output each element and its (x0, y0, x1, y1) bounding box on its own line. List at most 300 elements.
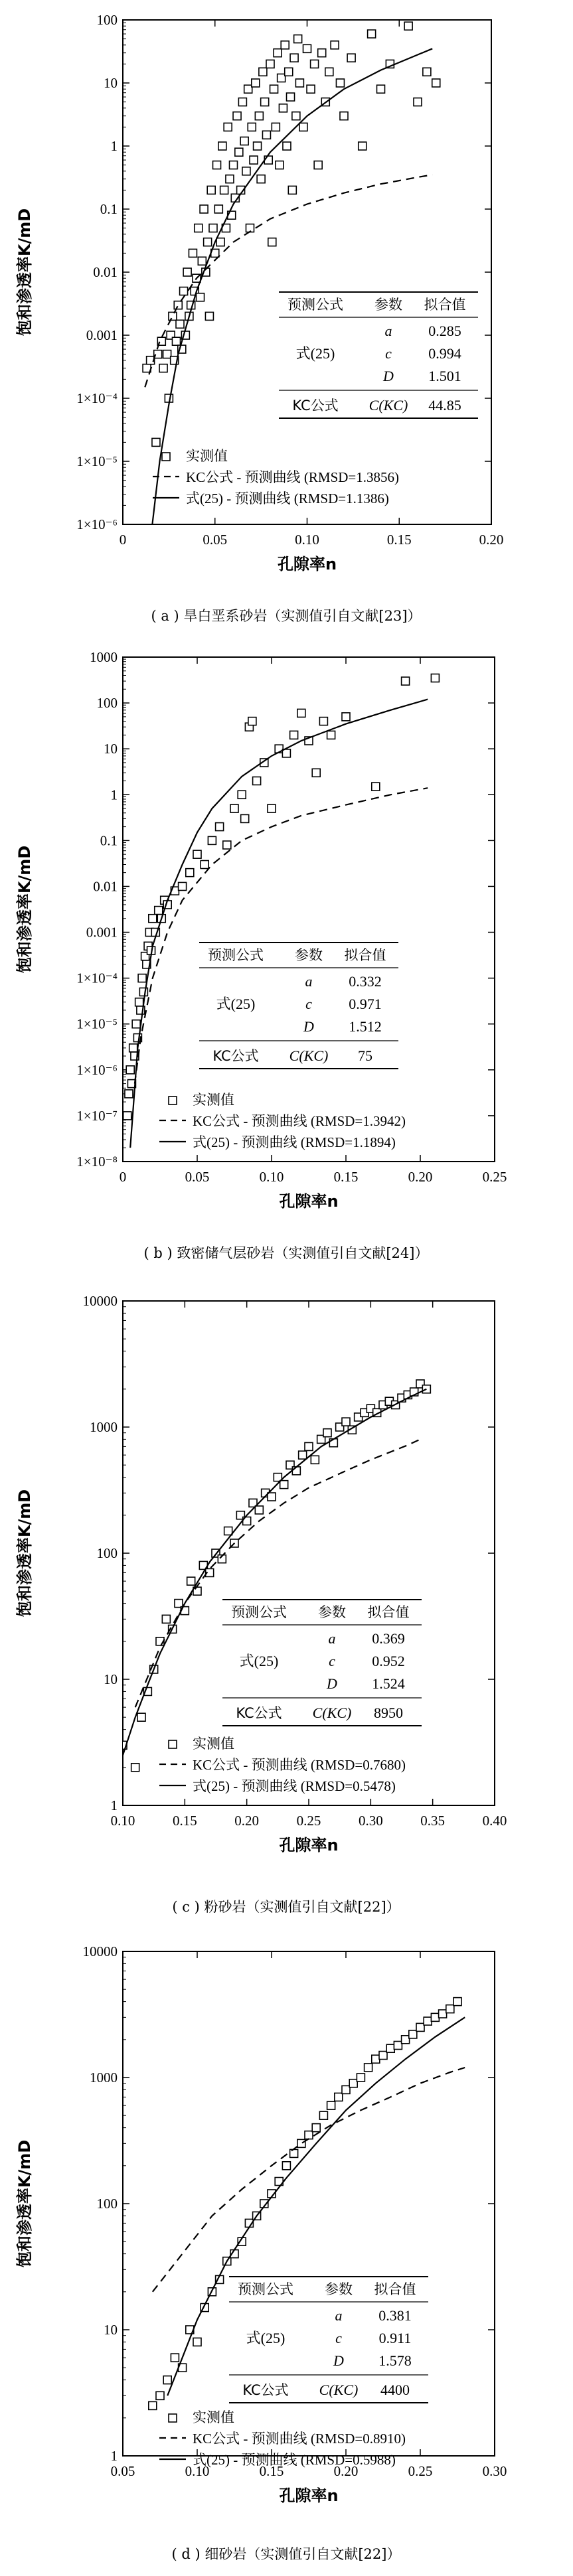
data-point (299, 123, 307, 131)
data-point (216, 823, 224, 831)
data-point (200, 205, 208, 213)
data-point (254, 142, 262, 150)
data-point (279, 104, 287, 112)
data-point (349, 2080, 357, 2087)
data-point (280, 1481, 288, 1489)
data-point (261, 98, 269, 106)
x-axis-label: 孔隙率n (279, 2486, 339, 2505)
x-tick-label: 0.15 (333, 1169, 359, 1185)
y-tick-label: 1000 (90, 2070, 118, 2085)
x-axis-label: 孔隙率n (277, 555, 337, 573)
data-point (207, 186, 215, 194)
y-tick-label: 1 (110, 2448, 118, 2464)
data-point (311, 1456, 319, 1464)
y-tick-label: 1×10⁻⁵ (76, 1016, 118, 1032)
legend-kc-label: KC公式 - 预测曲线 (RMSD=1.3942) (193, 1113, 406, 1129)
table-param-cell: a (305, 973, 313, 990)
data-point (244, 85, 252, 93)
data-point (294, 35, 302, 43)
x-tick-label: 0.10 (259, 1169, 284, 1185)
table-header-cell: 预测公式 (238, 2281, 293, 2297)
legend-points-label: 实测值 (193, 1092, 234, 1108)
data-point (262, 131, 270, 139)
data-point (446, 2005, 454, 2013)
data-point (204, 238, 212, 246)
data-point (159, 364, 167, 372)
data-point (402, 677, 410, 685)
x-axis-label: 孔隙率n (279, 1836, 339, 1855)
table-value-cell: 0.369 (372, 1630, 405, 1647)
data-point (230, 161, 238, 169)
data-point (283, 142, 291, 150)
data-point (416, 2023, 424, 2031)
table-kc-value: 75 (358, 1047, 372, 1064)
data-point (226, 175, 234, 183)
data-point (198, 257, 206, 265)
y-tick-label: 0.1 (100, 832, 118, 849)
chart-panel-a (0, 0, 573, 637)
data-point (274, 49, 282, 57)
x-tick-label: 0.05 (110, 2463, 135, 2479)
table-kc-param: C(KC) (319, 2382, 359, 2398)
data-point (432, 79, 440, 87)
chart-c (0, 1274, 573, 1925)
y-tick-label: 0.01 (93, 264, 118, 280)
data-point (155, 907, 163, 915)
data-point (439, 2010, 447, 2018)
table-value-cell: 0.381 (378, 2307, 412, 2324)
data-point (368, 30, 376, 38)
table-header-cell: 拟合值 (344, 947, 386, 963)
x-axis-label: 孔隙率n (279, 1192, 339, 1211)
x-tick-label: 0.30 (482, 2463, 507, 2479)
y-tick-label: 1×10⁻⁴ (76, 390, 118, 406)
data-point (386, 2044, 394, 2052)
x-tick-label: 0.20 (234, 1813, 260, 1829)
kc-prediction-curve (153, 2068, 465, 2292)
data-point (163, 350, 171, 358)
legend-point-marker (169, 2414, 177, 2422)
x-tick-label: 0 (119, 1169, 127, 1185)
table-kc-param: C(KC) (368, 397, 408, 414)
y-tick-label: 1×10⁻⁵ (76, 453, 118, 469)
data-point (174, 301, 182, 309)
data-point (255, 112, 263, 120)
data-point (424, 2017, 432, 2025)
fit-parameter-table (276, 292, 482, 433)
data-point (422, 1385, 430, 1393)
data-point (123, 1112, 131, 1120)
x-tick-label: 0.15 (259, 2463, 284, 2479)
data-point (125, 1090, 133, 1098)
data-point (331, 41, 339, 49)
data-point (223, 841, 231, 849)
data-point (138, 974, 146, 982)
data-point (214, 205, 222, 213)
legend (155, 1732, 406, 1799)
fit-parameter-table (226, 2277, 432, 2417)
data-point (295, 79, 303, 87)
x-tick-label: 0.10 (295, 532, 319, 548)
y-tick-label: 100 (96, 12, 118, 28)
data-point (162, 1615, 170, 1623)
data-point (179, 882, 187, 890)
x-tick-label: 0.25 (296, 1813, 321, 1829)
table-header-cell: 预测公式 (231, 1604, 287, 1620)
table-kc-value: 8950 (374, 1705, 403, 1721)
data-point (423, 68, 431, 76)
table-group-label: 式(25) (246, 2330, 286, 2346)
table-kc-param: C(KC) (289, 1047, 329, 1064)
legend-points-label: 实测值 (193, 2409, 234, 2425)
legend-point-marker (169, 1740, 177, 1748)
data-point (372, 783, 380, 791)
chart-d (0, 1925, 573, 2576)
data-point (268, 1493, 276, 1501)
data-point (216, 238, 224, 246)
y-tick-label: 0.1 (100, 201, 118, 217)
y-tick-label: 1×10⁻⁶ (76, 1061, 118, 1078)
y-axis-label: 饱和渗透率K/mD (15, 208, 34, 337)
data-point (238, 98, 246, 106)
data-point (299, 1451, 307, 1459)
table-value-cell: 1.578 (378, 2352, 412, 2369)
y-tick-label: 0.001 (86, 327, 118, 343)
data-point (342, 713, 350, 721)
data-point (359, 142, 367, 150)
table-kc-value: 44.85 (428, 397, 461, 414)
data-point (327, 2101, 335, 2109)
data-point (357, 2074, 365, 2082)
x-tick-label: 0.25 (482, 1169, 507, 1185)
data-point (335, 2093, 343, 2101)
data-point (187, 1577, 195, 1585)
table-param-cell: D (303, 1018, 314, 1035)
table-param-cell: c (335, 2330, 342, 2346)
figure-caption: ( c ) 粉砂岩（实测值引自文献[22]） (172, 1899, 400, 1915)
legend-point-marker (162, 453, 170, 461)
data-point (171, 2354, 179, 2362)
chart-panel-d (0, 1925, 573, 2576)
plot-frame (123, 20, 491, 524)
table-header-cell: 参数 (325, 2281, 353, 2297)
y-tick-label: 1×10⁻⁷ (76, 1107, 118, 1124)
table-value-cell: 1.501 (428, 368, 461, 384)
data-point (303, 44, 311, 52)
y-tick-label: 10 (104, 741, 118, 757)
data-point (186, 869, 194, 877)
x-tick-label: 0.10 (185, 2463, 210, 2479)
table-header-cell: 预测公式 (208, 947, 264, 963)
data-point (218, 142, 226, 150)
data-point (287, 93, 295, 101)
data-point (126, 1066, 134, 1074)
data-point (230, 804, 238, 812)
data-point (312, 769, 320, 777)
fit-parameter-table (197, 943, 402, 1083)
table-value-cell: 0.911 (378, 2330, 412, 2346)
figure-caption: ( a ) 旱白垩系砂岩（实测值引自文献[23]） (151, 608, 422, 624)
table-kc-value: 4400 (380, 2382, 410, 2398)
data-point (290, 54, 298, 62)
data-point (404, 22, 412, 30)
data-point (288, 186, 296, 194)
data-point (183, 268, 191, 276)
data-point (285, 68, 293, 76)
chart-a (0, 0, 573, 637)
x-tick-label: 0.20 (333, 2463, 359, 2479)
x-tick-label: 0.20 (408, 1169, 433, 1185)
legend-points-label: 实测值 (193, 1736, 234, 1752)
data-point (224, 123, 232, 131)
table-group-label: 式(25) (239, 1653, 279, 1669)
table-group-label: 式(25) (216, 996, 256, 1012)
data-point (340, 112, 348, 120)
y-tick-label: 1×10⁻⁸ (76, 1154, 118, 1170)
data-point (276, 161, 284, 169)
data-point (205, 312, 213, 320)
table-header-cell: 拟合值 (367, 1604, 410, 1620)
chart-panel-c (0, 1274, 573, 1925)
data-point (318, 49, 326, 57)
x-tick-label: 0.05 (185, 1169, 210, 1185)
y-tick-label: 1000 (90, 1419, 118, 1435)
legend-eq-label: 式(25) - 预测曲线 (RMSD=1.1386) (186, 491, 389, 506)
data-point (409, 2030, 417, 2038)
x-tick-label: 0 (119, 532, 127, 548)
table-kc-label: KC公式 (236, 1705, 282, 1721)
table-kc-label: KC公式 (292, 398, 339, 414)
table-param-cell: a (328, 1630, 336, 1647)
data-point (311, 60, 319, 68)
data-point (314, 161, 322, 169)
data-point (132, 1020, 140, 1028)
data-point (208, 836, 216, 844)
data-point (336, 79, 344, 87)
y-axis-label: 饱和渗透率K/mD (15, 1489, 34, 1618)
data-point (305, 1442, 313, 1450)
data-point (305, 2131, 313, 2139)
data-point (242, 167, 250, 175)
table-value-cell: 0.332 (349, 973, 382, 990)
legend-eq-label: 式(25) - 预测曲线 (RMSD=0.5988) (193, 2452, 396, 2468)
data-point (297, 2139, 305, 2147)
data-point (253, 777, 261, 785)
y-tick-label: 0.001 (86, 924, 118, 941)
data-point (268, 804, 276, 812)
data-point (268, 238, 276, 246)
data-point (129, 1044, 137, 1052)
data-point (319, 718, 327, 725)
data-point (281, 41, 289, 49)
data-point (180, 287, 188, 295)
data-point (238, 791, 246, 798)
legend-kc-label: KC公式 - 预测曲线 (RMSD=1.3856) (186, 469, 400, 485)
legend-eq-label: 式(25) - 预测曲线 (RMSD=0.5478) (193, 1778, 396, 1794)
data-point (377, 85, 385, 93)
legend (149, 445, 399, 511)
table-header-cell: 参数 (374, 297, 402, 313)
figure-caption: ( d ) 细砂岩（实测值引自文献[22]） (171, 2546, 401, 2562)
data-point (255, 1506, 263, 1514)
data-point (319, 2111, 327, 2119)
table-header-cell: 参数 (295, 947, 323, 963)
data-point (152, 438, 160, 446)
data-point (213, 161, 221, 169)
table-value-cell: 0.994 (428, 345, 461, 362)
data-point (175, 1600, 183, 1608)
data-point (342, 1418, 350, 1426)
chart-panel-b (0, 637, 573, 1274)
data-point (272, 123, 280, 131)
data-point (156, 2391, 164, 2399)
x-tick-label: 0.15 (386, 532, 412, 548)
data-point (257, 175, 265, 183)
plot-frame (123, 657, 495, 1162)
legend (155, 1089, 406, 1155)
y-axis-label: 饱和渗透率K/mD (15, 2139, 34, 2268)
table-header-cell: 参数 (318, 1604, 346, 1620)
data-point (193, 2338, 201, 2346)
table-param-cell: a (384, 323, 392, 339)
data-point (209, 224, 217, 232)
x-tick-label: 0.10 (110, 1813, 135, 1829)
data-point (264, 156, 272, 164)
data-point (201, 860, 208, 868)
data-point (241, 814, 249, 822)
y-tick-label: 1 (110, 787, 118, 803)
table-param-cell: c (385, 345, 392, 362)
data-point (149, 915, 157, 923)
x-tick-label: 0.40 (482, 1813, 507, 1829)
y-tick-label: 1 (110, 1797, 118, 1813)
x-tick-label: 0.35 (420, 1813, 446, 1829)
legend-kc-label: KC公式 - 预测曲线 (RMSD=0.8910) (193, 2431, 406, 2447)
data-point (453, 1998, 461, 2006)
data-point (224, 1527, 232, 1535)
data-point (220, 186, 228, 194)
data-point (379, 2052, 387, 2060)
data-point (290, 2149, 298, 2157)
table-param-cell: D (327, 1675, 337, 1692)
data-point (325, 68, 333, 76)
legend-point-marker (169, 1097, 177, 1104)
data-point (312, 2124, 320, 2132)
table-param-cell: c (329, 1653, 335, 1669)
table-param-cell: a (335, 2307, 343, 2324)
x-tick-label: 0.20 (479, 532, 504, 548)
data-point (235, 148, 243, 156)
data-point (131, 1764, 139, 1772)
data-point (394, 2041, 402, 2049)
y-tick-label: 10000 (82, 1943, 118, 1959)
data-point (233, 112, 241, 120)
data-point (290, 731, 298, 739)
data-point (149, 2401, 157, 2409)
y-tick-label: 1000 (90, 649, 118, 665)
y-tick-label: 10 (104, 75, 118, 91)
data-point (278, 74, 286, 82)
table-param-cell: D (383, 368, 394, 384)
data-point (323, 1429, 331, 1437)
data-point (195, 224, 203, 232)
legend-kc-label: KC公式 - 预测曲线 (RMSD=0.7680) (193, 1757, 406, 1773)
data-point (297, 709, 305, 717)
data-point (250, 156, 258, 164)
data-point (292, 112, 300, 120)
y-tick-label: 1 (110, 138, 118, 154)
data-point (163, 2376, 171, 2384)
data-point (327, 731, 335, 739)
table-kc-label: KC公式 (212, 1048, 259, 1064)
data-point (347, 54, 355, 62)
data-point (282, 2162, 290, 2170)
fit-parameter-table (220, 1600, 426, 1740)
table-header-cell: 拟合值 (374, 2281, 416, 2297)
data-point (252, 79, 260, 87)
data-point (189, 249, 197, 257)
x-tick-label: 0.05 (203, 532, 228, 548)
y-tick-label: 100 (96, 695, 118, 712)
table-value-cell: 0.285 (428, 323, 461, 339)
table-value-cell: 1.512 (349, 1018, 382, 1035)
data-point (176, 320, 184, 328)
data-point (402, 2036, 410, 2044)
data-point (270, 85, 278, 93)
data-point (139, 988, 147, 996)
data-point (248, 718, 256, 725)
data-point (342, 2085, 350, 2093)
legend-points-label: 实测值 (186, 448, 228, 464)
y-tick-label: 10 (104, 2322, 118, 2338)
table-header-cell: 预测公式 (287, 297, 343, 313)
legend-eq-label: 式(25) - 预测曲线 (RMSD=1.1894) (193, 1134, 396, 1150)
figure-caption: ( b ) 致密储气层砂岩（实测值引自文献[24]） (143, 1245, 429, 1261)
data-point (431, 674, 439, 682)
y-tick-label: 10 (104, 1671, 118, 1687)
data-point (135, 998, 143, 1006)
y-tick-label: 100 (96, 2196, 118, 2212)
y-tick-label: 100 (96, 1545, 118, 1561)
data-point (240, 137, 248, 145)
data-point (169, 312, 177, 320)
data-point (365, 2064, 372, 2072)
y-tick-label: 0.01 (93, 878, 118, 895)
table-param-cell: D (333, 2352, 344, 2369)
data-point (248, 123, 256, 131)
y-tick-label: 10000 (82, 1293, 118, 1309)
data-point (414, 98, 422, 106)
y-axis-label: 饱和渗透率K/mD (15, 845, 34, 974)
data-point (372, 2055, 380, 2063)
data-point (172, 337, 180, 345)
data-point (137, 1713, 145, 1721)
table-kc-label: KC公式 (242, 2382, 289, 2398)
data-point (259, 68, 267, 76)
table-header-cell: 拟合值 (424, 297, 466, 313)
data-point (292, 1467, 300, 1475)
data-point (193, 850, 201, 858)
table-value-cell: 0.971 (349, 996, 382, 1012)
table-value-cell: 0.952 (372, 1653, 405, 1669)
y-tick-label: 1×10⁻⁴ (76, 970, 118, 986)
x-tick-label: 0.15 (172, 1813, 197, 1829)
table-param-cell: c (305, 996, 312, 1012)
data-point (197, 293, 205, 301)
table-group-label: 式(25) (295, 345, 335, 362)
data-point (266, 60, 274, 68)
chart-b (0, 637, 573, 1274)
